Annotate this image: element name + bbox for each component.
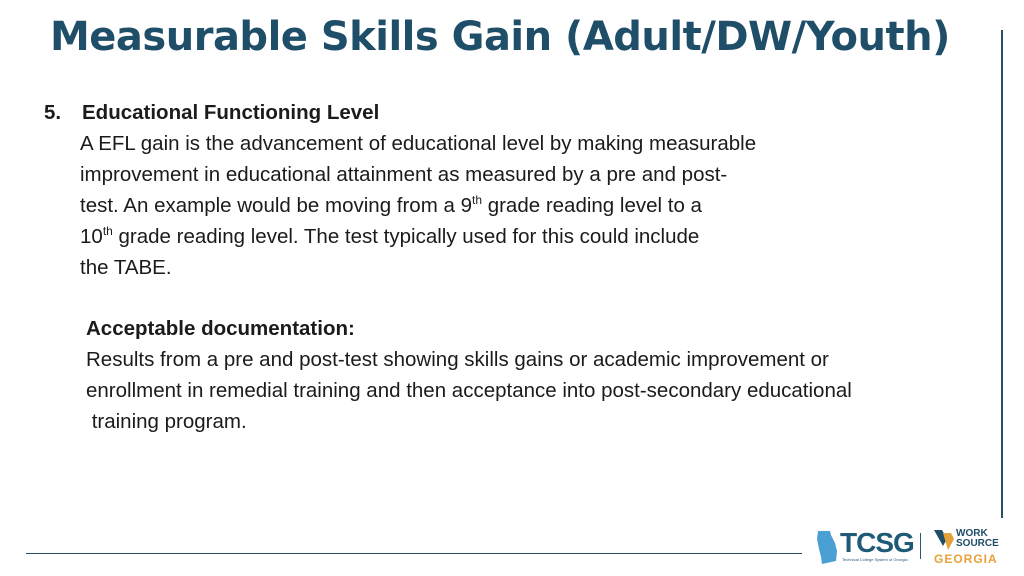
paragraph-text: 10 [80, 225, 103, 248]
footer-logos [816, 527, 1006, 569]
worksource-georgia-text: GEORGIA [934, 552, 998, 566]
superscript: th [102, 224, 113, 238]
item-number: 5. [44, 101, 62, 124]
slide-title: Measurable Skills Gain (Adult/DW/Youth) [50, 14, 950, 60]
documentation-heading: Acceptable documentation: [86, 317, 355, 340]
item-heading: Educational Functioning Level [82, 101, 380, 124]
paragraph-text: test. An example would be moving from a 9 [80, 194, 472, 217]
paragraph-line [80, 190, 702, 221]
logo-divider [920, 533, 921, 559]
superscript: th [471, 193, 482, 207]
paragraph-line: the TABE. [80, 256, 172, 279]
worksource-word: SOURCE [956, 538, 999, 549]
paragraph-text: grade reading level. The test typically used for this could include [112, 225, 700, 248]
documentation-line: Results from a pre and post-test showing skills gains or academic improvement or [86, 348, 829, 371]
tcsg-logo-text: TCSG [840, 527, 914, 558]
documentation-line: enrollment in remedial training and then acceptance into post-secondary educational [86, 379, 852, 402]
worksource-logo-text [956, 529, 999, 549]
vertical-rule [1001, 30, 1003, 518]
georgia-state-icon [816, 531, 838, 565]
tcsg-tagline: Technical College System of Georgia [842, 557, 908, 562]
paragraph-line: improvement in educational attainment as measured by a pre and post- [80, 163, 728, 186]
worksource-mark-icon [934, 530, 954, 552]
paragraph-text: grade reading level to a [482, 194, 702, 217]
paragraph-line [80, 221, 699, 252]
paragraph-line: A EFL gain is the advancement of educational level by making measurable [80, 132, 757, 155]
worksource-word: WORK [956, 528, 988, 539]
horizontal-rule [26, 553, 802, 554]
documentation-line: training program. [86, 410, 247, 433]
